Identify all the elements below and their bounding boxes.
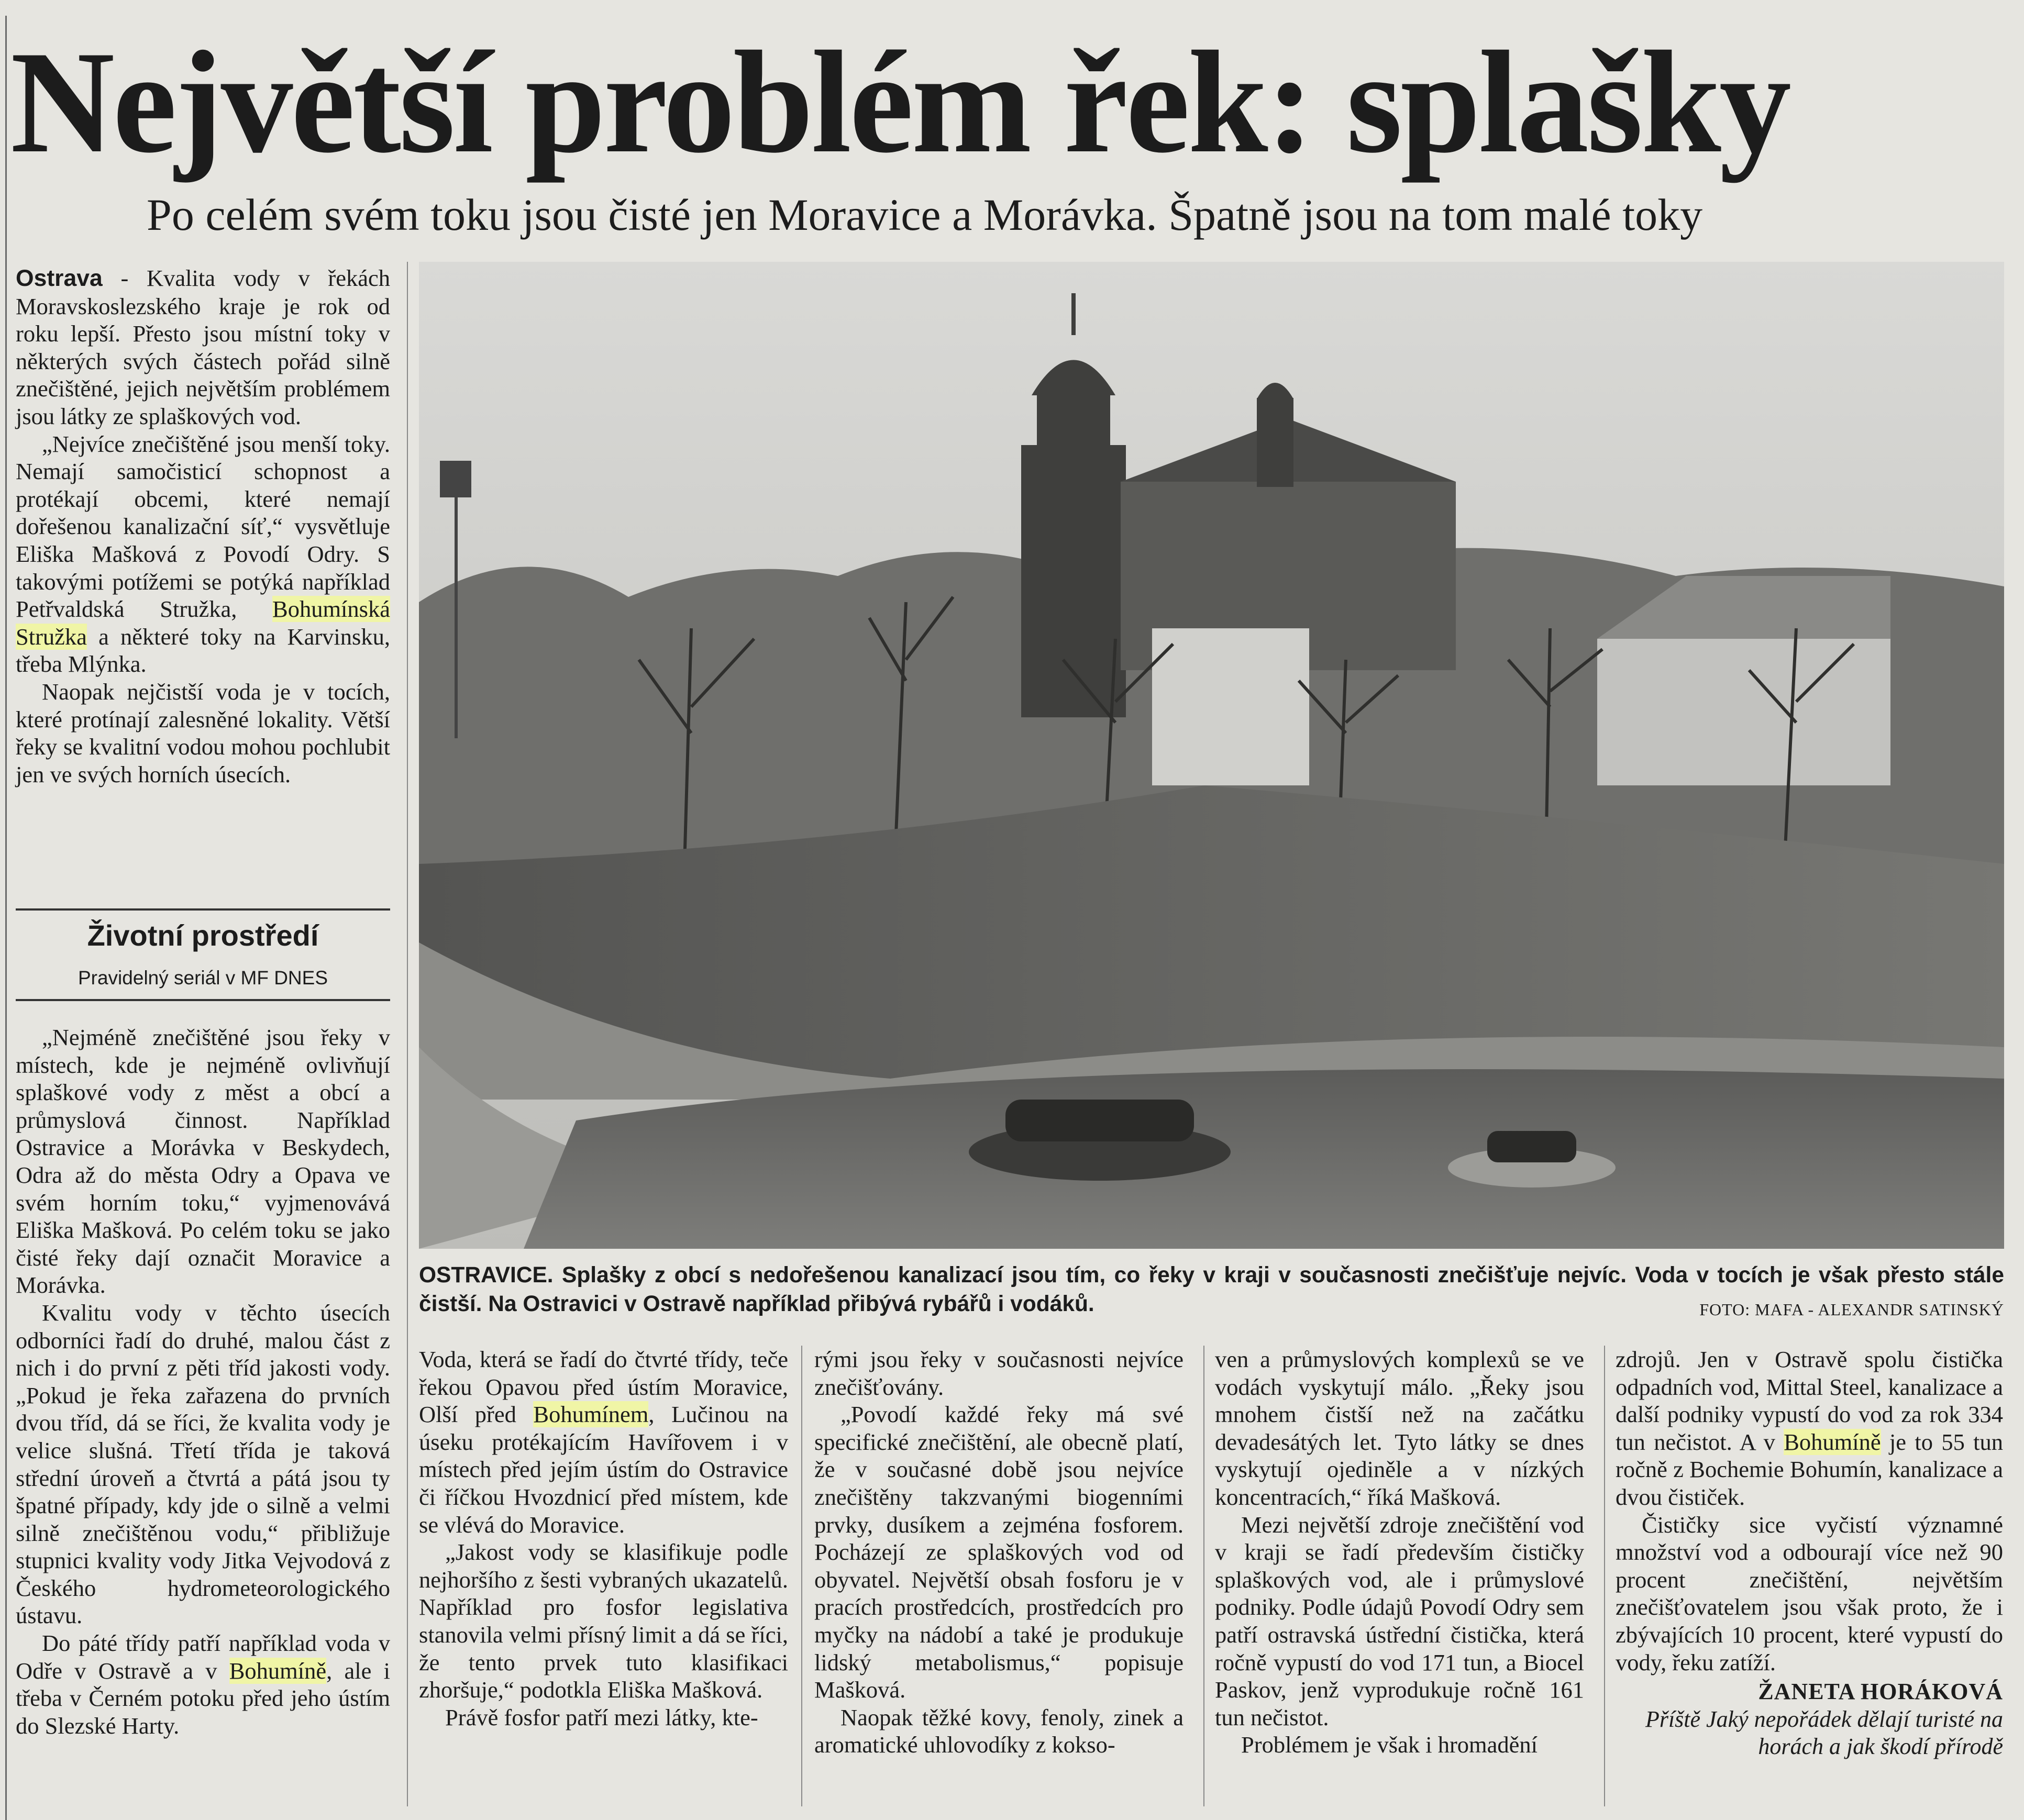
highlight-bohumine-2: Bohumíně (1784, 1428, 1881, 1455)
col4-text-1b: je to 55 tun ročně z Bochemie Bohumín, kanalizace a dvou čističek. (1616, 1428, 2004, 1510)
column-rule-2 (1203, 1346, 1204, 1806)
article-column-1 (419, 1346, 788, 1806)
intro-paragraph-2 (16, 430, 390, 678)
left-lower-column (16, 1024, 390, 1809)
left-paragraph-3 (16, 1629, 390, 1739)
author-byline: ŽANETA HORÁKOVÁ (1758, 1679, 2003, 1705)
intro-text-1: - Kvalita vody v řekách Moravskoslezského kraje je rok od roku lepší. Přesto jsou místní toky v některých svých částech pořád silně znečištěné, jejich největším problémem jsou látky ze splaškových vod. (16, 265, 390, 429)
col3-paragraph-3: Problémem je však i hromadění (1241, 1732, 1538, 1758)
intro-text-2b: a některé toky na Karvinsku, třeba Mlýnka. (16, 623, 390, 678)
highlight-bohuminska-struzka: Bohumínská Stružka (16, 596, 390, 650)
col1-text-1a: Voda, která se řadí do čtvrté třídy, teče řekou Opavou před ústím Moravice, Olší před (419, 1346, 788, 1428)
series-subtitle: Pravidelný seriál v MF DNES (78, 967, 328, 989)
column-rule-1 (801, 1346, 802, 1806)
highlight-bohumine: Bohumíně (229, 1657, 327, 1684)
series-box-top-rule (16, 908, 390, 911)
series-box-bottom-rule (16, 999, 390, 1001)
intro-column (16, 264, 390, 887)
article-column-2 (814, 1346, 1184, 1806)
photo-credit: FOTO: MAFA - ALEXANDR SATINSKÝ (1699, 1300, 2004, 1319)
col2-paragraph-3: Naopak těžké kovy, fenoly, zinek a aromatické uhlovodíky z kokso- (814, 1704, 1184, 1758)
news-photo (419, 262, 2004, 1249)
raft-large (969, 1100, 1231, 1181)
intro-paragraph-3: Naopak nejčistší voda je v tocích, které protínají zalesněné lokality. Větší řeky se kvalitní vodou mohou pochlubit jen ve svých horních úsecích. (16, 678, 390, 787)
col3-paragraph-2: Mezi největší zdroje znečištění vod v kraji se řadí především čističky splaškových vod, ale i průmyslové podniky. Podle údajů Povodí Odry sem patří ostravská ústřední čistička, která ročně vypustí do vod 171 tun, a Biocel Paskov, jenž vyprodukuje ročně 161 tun nečistot. (1215, 1511, 1584, 1730)
column-rule-3 (1604, 1346, 1605, 1806)
article-column-4 (1616, 1346, 2003, 1806)
col1-paragraph-1 (419, 1346, 788, 1538)
left-paragraph-2: Kvalitu vody v těchto úsecích odborníci řadí do druhé, malou část z nich i do první z pěti tříd jakosti vody. „Pokud je řeka zařazena do prvních dvou tříd, dá se říci, že kvalita vody je velice slušná. Třetí třída je taková střední úroveň a čtvrtá a pátá jsou ty špatné případy, kdy jde o silně a velmi silně znečištěnou vodu,“ přibližuje stupnici kvality vody Jitka Vejvodová z Českého hydrometeorologického ústavu. (16, 1299, 390, 1629)
next-episode-note: Příště Jaký nepořádek dělají turisté na horách a jak škodí přírodě (1645, 1706, 2003, 1760)
col1-paragraph-2: „Jakost vody se klasifikuje podle nejhoršího z šesti vybraných ukazatelů. Například pro fosfor legislativa stanovila velmi přísný limit a dá se říci, že tento prvek tuto klasifikaci zhoršuje,“ podotkla Eliška Mašková. (419, 1539, 788, 1703)
left-text-3b: , ale i třeba v Černém potoku před jeho ústím do Slezské Harty. (16, 1657, 390, 1739)
col2-paragraph-2: „Povodí každé řeky má své specifické znečištění, ale obecně platí, že v současné době jsou nejvíce znečištěny takzvanými biogenními prvky, dusíkem a zejména fosforem. Pocházejí ze splaškových vod od obyvatel. Největší obsah fosforu je v pracích prostředcích, prostředcích pro myčky na nádobí a také je produkuje lidský metabolismus,“ popisuje Mašková. (814, 1401, 1184, 1703)
highlight-bohuminem: Bohumínem (533, 1401, 649, 1428)
col4-paragraph-1 (1616, 1346, 2003, 1511)
col1-text-1b: , Lučinou na úseku protékajícím Havířovem i v místech před jejím ústím do Ostravice či říčkou Hvozdnicí před místem, kde se vlévá do Moravice. (419, 1401, 788, 1538)
intro-text-2a: „Nejvíce znečištěné jsou menší toky. Nemají samočisticí schopnost a protékají obcemi, které nemají dořešenou kanalizační síť,“ vysvětluje Eliška Mašková z Povodí Odry. S takovými potížemi se potýká například Petřvaldská Stružka, (16, 430, 390, 623)
col4-paragraph-2: Čističky sice vyčistí významné množství vod a odbourají více než 90 procent znečištění, největším znečišťovatelem jsou však proto, že i zbývajících 10 procent, které vypustí do vody, řeku zatíží. (1616, 1511, 2003, 1675)
dateline: Ostrava (16, 265, 103, 291)
caption-label: OSTRAVICE. (419, 1263, 554, 1288)
col2-paragraph-1: rými jsou řeky v současnosti nejvíce znečišťovány. (814, 1346, 1184, 1400)
left-paragraph-1: „Nejméně znečištěné jsou řeky v místech, kde je nejméně ovlivňují splaškové vody z měst a obcí a průmyslová činnost. Například Ostravice a Morávka v Beskydech, Odra až do města Odry a Opava ve svém horním toku,“ vyjmenovává Eliška Mašková. Po celém toku se jako čisté řeky dají označit Moravice a Morávka. (16, 1024, 390, 1299)
col3-paragraph-1: ven a průmyslových komplexů se ve vodách vyskytují málo. „Řeky jsou mnohem čistší než na začátku devadesátých let. Tyto látky se dnes vyskytují ojediněle a v nízkých koncentracích,“ říká Mašková. (1215, 1346, 1584, 1510)
left-text-3a: Do páté třídy patří například voda v Odře v Ostravě a v (16, 1630, 390, 1684)
subheadline: Po celém svém toku jsou čisté jen Moravice a Morávka. Špatně jsou na tom malé toky (147, 190, 1703, 240)
col4-text-1a: zdrojů. Jen v Ostravě spolu čistička odpadních vod, Mittal Steel, kanalizace a další podniky vypustí do vod za rok 334 tun nečistot. A v (1616, 1346, 2003, 1455)
headline: Největší problém řek: splašky (10, 20, 1789, 183)
series-title: Životní prostředí (87, 919, 319, 952)
column-rule (407, 262, 408, 1806)
intro-paragraph-1 (16, 264, 390, 430)
photo-river-scene (419, 262, 2004, 1249)
caption-text: Splašky z obcí s nedořešenou kanalizací jsou tím, co řeky v kraji v současnosti znečišťuje nejvíc. Voda v tocích je však přesto stále čistší. Na Ostravici v Ostravě například přibývá rybářů i vodáků. (419, 1263, 2004, 1316)
article-column-3 (1215, 1346, 1584, 1806)
col1-paragraph-3: Právě fosfor patří mezi látky, kte- (445, 1704, 758, 1730)
page-edge-rule (5, 16, 7, 1820)
